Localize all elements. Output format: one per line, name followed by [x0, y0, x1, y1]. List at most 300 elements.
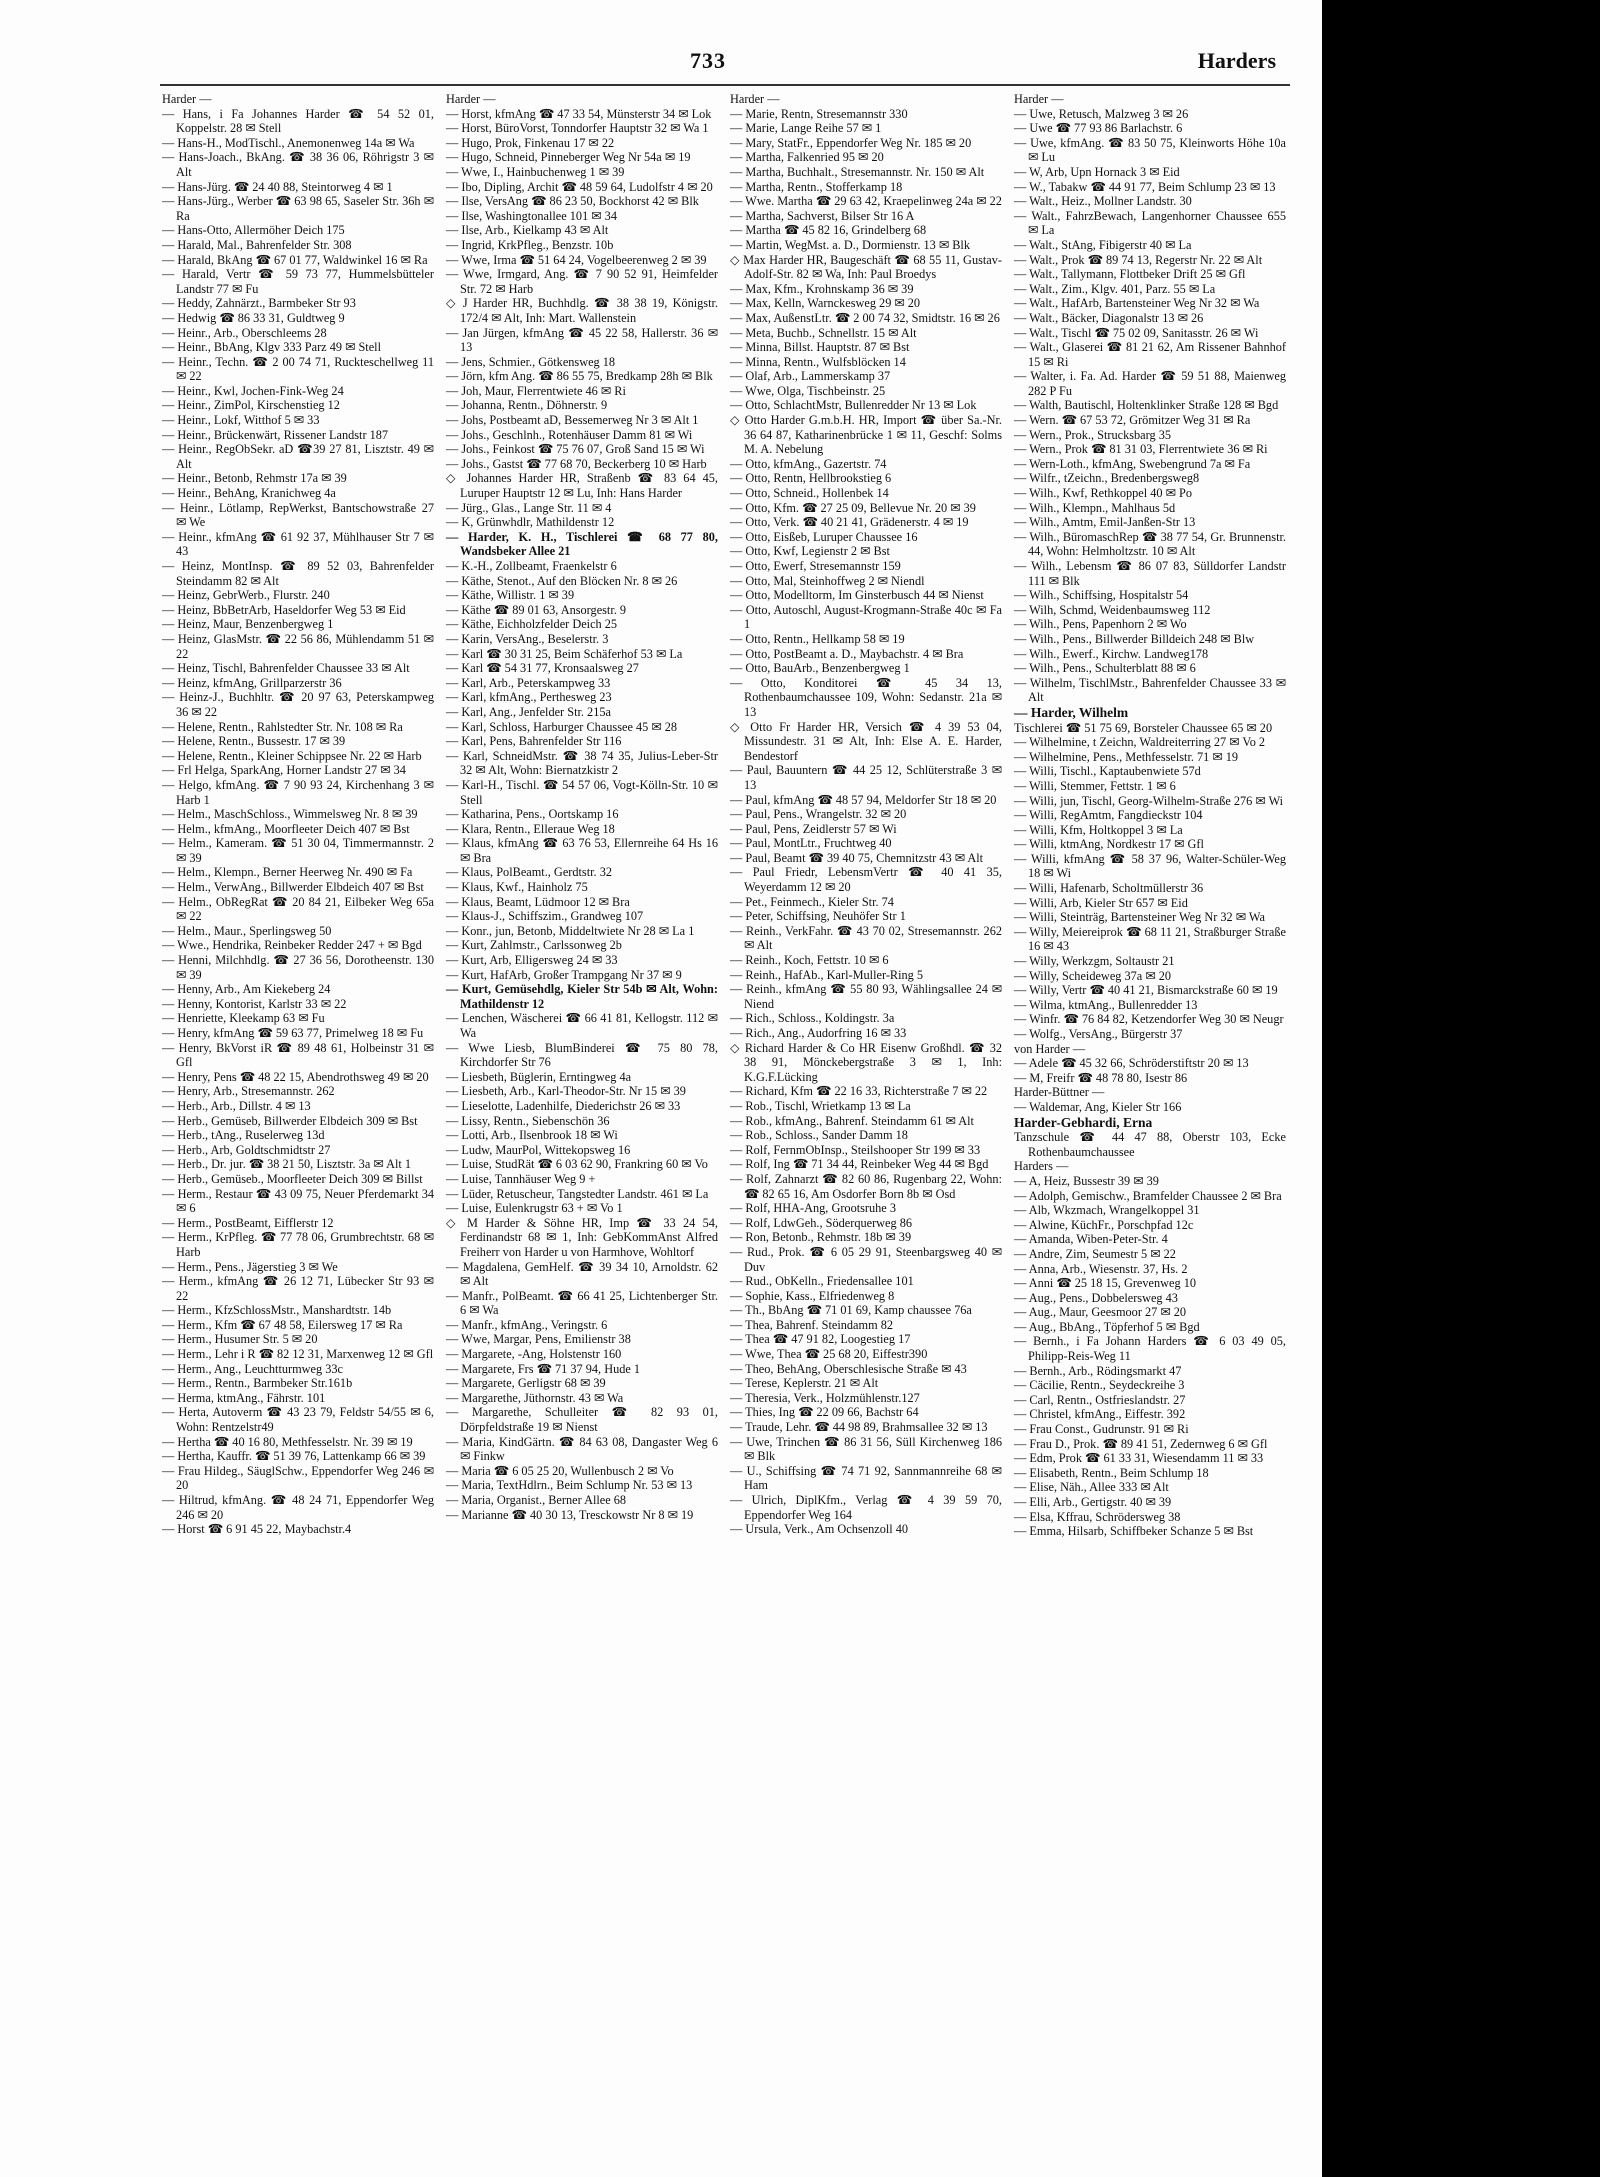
directory-entry: — Helm., VerwAng., Billwerder Elbdeich 407 ✉ Bst [162, 880, 424, 895]
directory-entry: — Karin, VersAng., Beselerstr. 3 [446, 631, 609, 646]
directory-entry: — Aug., Pens., Dobbelersweg 43 [1014, 1290, 1178, 1305]
directory-entry: — Richard, Kfm ☎ 22 16 33, Richterstraße 7 ✉ 22 [730, 1084, 988, 1099]
directory-entry: — Theresia, Verk., Holzmühlenstr.127 [730, 1390, 920, 1405]
directory-entry: — Walt., StAng, Fibigerstr 40 ✉ La [1014, 237, 1192, 252]
directory-entry: — Herm., Kfm ☎ 67 48 58, Eilersweg 17 ✉ Ra [162, 1317, 403, 1332]
directory-entry: — Heinz, MontInsp. ☎ 89 52 03, Bahrenfelder Steindamm 82 ✉ Alt [162, 559, 434, 588]
directory-entry: — Wilh., Kwf, Rethkoppel 40 ✉ Po [1014, 486, 1192, 501]
directory-entry: — Amanda, Wiben-Peter-Str. 4 [1014, 1232, 1168, 1247]
directory-entry: — Helm., MaschSchloss., Wimmelsweg Nr. 8 ✉ 39 [162, 807, 418, 822]
directory-entry: — Margarethe, Schulleiter ☎ 82 93 01, Dörpfeldstraße 19 ✉ Nienst [446, 1405, 718, 1435]
directory-entry: — Helm., Klempn., Berner Heerweg Nr. 490 ✉ Fa [162, 865, 413, 880]
directory-entry: — Henni, Milchhdlg. ☎ 27 36 56, Dorotheenstr. 130 ✉ 39 [162, 953, 434, 982]
directory-entry: — Heinr., Techn. ☎ 2 00 74 71, Ruckteschellweg 11 ✉ 22 [162, 354, 434, 384]
directory-entry: — Walt., HafArb, Bartensteiner Weg Nr 32 ✉ Wa [1014, 296, 1260, 311]
directory-entry: — Magdalena, GemHelf. ☎ 39 34 10, Arnoldstr. 62 ✉ Alt [446, 1259, 718, 1289]
directory-entry: — Wern., Prok ☎ 81 31 03, Flerrentwiete 36 ✉ Ri [1014, 442, 1268, 457]
directory-entry: — Katharina, Pens., Oortskamp 16 [446, 807, 619, 822]
directory-entry: — Reinh., HafAb., Karl-Muller-Ring 5 [730, 967, 924, 982]
directory-entry: — Wwe Liesb, BlumBinderei ☎ 75 80 78, Kirchdorfer Str 76 [446, 1040, 718, 1070]
directory-entry: — Wern., Prok., Strucksbarg 35 [1014, 427, 1172, 442]
directory-entry: — Paul, Pens, Zeidlerstr 57 ✉ Wi [730, 821, 897, 836]
directory-entry: — Helm., Kameram. ☎ 51 30 04, Timmermannstr. 2 ✉ 39 [162, 836, 434, 865]
directory-entry: — Karl, Schloss, Harburger Chaussee 45 ✉ 28 [446, 719, 678, 734]
directory-entry: — Andre, Zim, Seumestr 5 ✉ 22 [1014, 1246, 1176, 1261]
directory-entry: — Bernh., Arb., Rödingsmarkt 47 [1014, 1363, 1182, 1378]
directory-entry: — Walt., Glaserei ☎ 81 21 62, Am Rissener Bahnhof 15 ✉ Ri [1014, 340, 1286, 369]
directory-entry: — Wolfg., VersAng., Bürgerstr 37 [1014, 1027, 1183, 1041]
directory-entry: — Lieselotte, Ladenhilfe, Diederichstr 26 ✉ 33 [446, 1098, 681, 1113]
directory-entry: — Helgo, kfmAng. ☎ 7 90 93 24, Kirchenhang 3 ✉ Harb 1 [162, 777, 434, 807]
directory-entry: — Henny, Arb., Am Kiekeberg 24 [162, 982, 331, 997]
directory-entry: — Martin, WegMst. a. D., Dormienstr. 13 ✉ Blk [730, 237, 970, 252]
directory-entry: — Harder, K. H., Tischlerei ☎ 68 77 80, Wandsbeker Allee 21 [446, 529, 718, 559]
directory-entry: — Hertha ☎ 40 16 80, Methfesselstr. Nr. 39 ✉ 19 [162, 1434, 413, 1449]
directory-entry: — Adolph, Gemischw., Bramfelder Chaussee 2 ✉ Bra [1014, 1188, 1282, 1203]
directory-entry: — Kurt, Zahlmstr., Carlssonweg 2b [446, 938, 622, 953]
directory-entry: — K, Grünwhdlr, Mathildenstr 12 [446, 515, 615, 530]
directory-entry: — Frau Hildeg., SäuglSchw., Eppendorfer Weg 246 ✉ 20 [162, 1463, 434, 1493]
directory-entry: — Lotti, Arb., Ilsenbrook 18 ✉ Wi [446, 1128, 618, 1143]
directory-entry: — Martha, Rentn., Stofferkamp 18 [730, 179, 903, 194]
directory-entry: — Heinr., Lötlamp, RepWerkst, Bantschowstraße 27 ✉ We [162, 500, 434, 530]
directory-entry: — Herm., PostBeamt, Eifflerstr 12 [162, 1215, 334, 1230]
directory-entry: — Rolf, HHA-Ang, Grootsruhe 3 [730, 1201, 896, 1216]
page-header [160, 48, 1322, 78]
directory-entry: — Rob., kfmAng., Bahrenf. Steindamm 61 ✉ Alt [730, 1113, 974, 1128]
directory-entry: — Hugo, Prok, Finkenau 17 ✉ 22 [446, 135, 615, 150]
directory-entry: — Johs, Postbeamt aD, Bessemerweg Nr 3 ✉ Alt 1 [446, 413, 699, 428]
directory-entry: — Hans-Jürg. ☎ 24 40 88, Steintorweg 4 ✉ 1 [162, 179, 393, 194]
directory-entry: — Maria, KindGärtn. ☎ 84 63 08, Dangaster Weg 6 ✉ Finkw [446, 1434, 718, 1464]
directory-entry: — Marie, Rentn, Stresemannstr 330 [730, 106, 908, 121]
directory-entry: — Klara, Rentn., Elleraue Weg 18 [446, 821, 615, 836]
directory-entry: — Rolf, FernmObInsp., Steilshooper Str 199 ✉ 33 [730, 1142, 981, 1157]
directory-entry: — Max, AußenstLtr. ☎ 2 00 74 32, Smidtstr. 16 ✉ 26 [730, 310, 1000, 325]
directory-entry: — Reinh., Koch, Fettstr. 10 ✉ 6 [730, 953, 889, 968]
directory-entry: — Konr., jun, Betonb, Middeltwiete Nr 28 ✉ La 1 [446, 923, 695, 938]
directory-entry: — Otto, Modelltorm, Im Ginsterbusch 44 ✉ Nienst [730, 588, 984, 603]
directory-entry: — U., Schiffsing ☎ 74 71 92, Sannmannreihe 68 ✉ Ham [730, 1463, 1002, 1493]
directory-entry: — Heinr., Lokf, Witthof 5 ✉ 33 [162, 413, 320, 428]
directory-entry: — Margarete, Gerligstr 68 ✉ 39 [446, 1376, 606, 1391]
directory-entry: — Otto, Verk. ☎ 40 21 41, Grädenerstr. 4 ✉ 19 [730, 515, 969, 530]
directory-entry: — Theo, BehAng, Oberschlesische Straße ✉ 43 [730, 1361, 967, 1376]
directory-entry: — Walt., Heiz., Mollner Landstr. 30 [1014, 194, 1192, 209]
directory-entry: — Herb., Dr. jur. ☎ 38 21 50, Lisztstr. 3a ✉ Alt 1 [162, 1157, 411, 1172]
directory-entry: — Heinz, BbBetrArb, Haseldorfer Weg 53 ✉ Eid [162, 602, 406, 617]
directory-entry: — Thies, Ing ☎ 22 09 66, Bachstr 64 [730, 1405, 919, 1420]
directory-entry: — Wern. ☎ 67 53 72, Grömitzer Weg 31 ✉ Ra [1014, 413, 1251, 428]
directory-entry: — Paul, Pens., Wrangelstr. 32 ✉ 20 [730, 807, 907, 822]
directory-entry: — Helene, Rentn., Rahlstedter Str. Nr. 108 ✉ Ra [162, 719, 403, 734]
directory-entry: — Otto, PostBeamt a. D., Maybachstr. 4 ✉ Bra [730, 646, 964, 661]
directory-entry: — Käthe, Stenot., Auf den Blöcken Nr. 8 ✉ 26 [446, 573, 678, 588]
directory-entry: — Karl ☎ 30 31 25, Beim Schäferhof 53 ✉ La [446, 646, 683, 661]
directory-entry: — Otto, BauArb., Benzenbergweg 1 [730, 661, 910, 676]
directory-entry: — Jörn, kfm Ang. ☎ 86 55 75, Bredkamp 28h ✉ Blk [446, 369, 713, 384]
directory-entry: — Otto, Schneid., Hollenbek 14 [730, 486, 889, 501]
directory-entry: — Herm., Rentn., Barmbeker Str.161b [162, 1376, 353, 1391]
directory-entry: — Kurt, HafArb, Großer Trampgang Nr 37 ✉ 9 [446, 967, 682, 982]
directory-entry: — Elli, Arb., Gertigstr. 40 ✉ 39 [1014, 1495, 1172, 1509]
directory-entry: — Henriette, Kleekamp 63 ✉ Fu [162, 1011, 325, 1026]
directory-entry: — Walt., Tallymann, Flottbeker Drift 25 ✉ Gfl [1014, 267, 1246, 282]
directory-entry: — Willy, Scheideweg 37a ✉ 20 [1014, 968, 1172, 983]
directory-entry: — Herb., Arb., Dillstr. 4 ✉ 13 [162, 1098, 311, 1113]
directory-entry: — Walth, Bautischl, Holtenklinker Straße 128 ✉ Bgd [1014, 398, 1279, 413]
directory-entry: — Lüder, Retuscheur, Tangstedter Landstr. 461 ✉ La [446, 1186, 709, 1201]
directory-entry: — Walt., Zim., Klgv. 401, Parz. 55 ✉ La [1014, 281, 1216, 296]
directory-entry: — Sophie, Kass., Elfriedenweg 8 [730, 1288, 895, 1303]
directory-entry: — Wern-Loth., kfmAng, Swebengrund 7a ✉ Fa [1014, 456, 1251, 471]
directory-entry: — Helene, Rentn., Kleiner Schippsee Nr. 22 ✉ Harb [162, 748, 422, 763]
directory-entry: — Wilh., Pens., Billwerder Billdeich 248 ✉ Blw [1014, 631, 1255, 646]
directory-entry: — Wwe, Thea ☎ 25 68 20, Eiffestr390 [730, 1347, 928, 1362]
directory-entry: — Heinr., Arb., Oberschleems 28 [162, 325, 327, 340]
directory-entry: — Otto, kfmAng., Gazertstr. 74 [730, 456, 887, 471]
directory-entry: — Ron, Betonb., Rehmstr. 18b ✉ 39 [730, 1230, 912, 1245]
directory-entry: — Heinr., BbAng, Klgv 333 Parz 49 ✉ Stell [162, 340, 381, 355]
directory-entry: — Thea ☎ 47 91 82, Loogestieg 17 [730, 1332, 911, 1347]
directory-entry: — Uwe, Trinchen ☎ 86 31 56, Süll Kirchenweg 186 ✉ Blk [730, 1434, 1002, 1464]
directory-entry: — Olaf, Arb., Lammerskamp 37 [730, 369, 891, 384]
directory-entry: — Hans, i Fa Johannes Harder ☎ 54 52 01, Koppelstr. 28 ✉ Stell [162, 106, 434, 136]
directory-entry: ◇ Richard Harder & Co HR Eisenw Großhdl. ☎ 32 38 91, Mönckebergstraße 3 ✉ 1, Inh: K.G.F.Lücking [730, 1040, 1002, 1084]
directory-entry: — Anna, Arb., Wiesenstr. 37, Hs. 2 [1014, 1261, 1188, 1276]
directory-entry: — Herm., KfzSchlossMstr., Manshardtstr. 14b [162, 1303, 392, 1318]
directory-entry: — Joh, Maur, Flerrentwiete 46 ✉ Ri [446, 383, 626, 398]
directory-entry: Tanzschule ☎ 44 47 88, Oberstr 103, Ecke Rothenbaumchaussee [1014, 1130, 1286, 1159]
directory-entry: — Margarethe, Jüthornstr. 43 ✉ Wa [446, 1390, 624, 1405]
directory-entry: — Ulrich, DiplKfm., Verlag ☎ 4 39 59 70, Eppendorfer Weg 164 [730, 1493, 1002, 1522]
directory-entry: — Wilfr., tZeichn., Bredenbergsweg8 [1014, 471, 1200, 486]
directory-entry: ◇ Max Harder HR, Baugeschäft ☎ 68 55 11, Gustav-Adolf-Str. 82 ✉ Wa, Inh: Paul Broedys [730, 252, 1002, 282]
directory-entry: — Ingrid, KrkPfleg., Benzstr. 10b [446, 237, 614, 252]
directory-entry: — Mary, StatFr., Eppendorfer Weg Nr. 185 ✉ 20 [730, 135, 972, 150]
directory-entry: — Hedwig ☎ 86 33 31, Guldtweg 9 [162, 310, 345, 325]
directory-entry: — Uwe, Retusch, Malzweg 3 ✉ 26 [1014, 106, 1189, 121]
directory-entry: — Walt., FahrzBewach, Langenhorner Chaussee 655 ✉ La [1014, 208, 1286, 238]
directory-heading: — Harder, Wilhelm [1014, 704, 1129, 720]
directory-entry: — Wilh., Schiffsing, Hospitalstr 54 [1014, 588, 1189, 603]
directory-entry: — A, Heiz, Bussestr 39 ✉ 39 [1014, 1173, 1159, 1188]
directory-entry: — Wilh., Pens., Schulterblatt 88 ✉ 6 [1014, 661, 1196, 676]
directory-entry: — Jens, Schmier., Götkensweg 18 [446, 354, 616, 369]
directory-entry: — Otto, Kwf, Legienstr 2 ✉ Bst [730, 544, 890, 559]
directory-entry: — Max, Kelln, Warnckesweg 29 ✉ 20 [730, 296, 921, 311]
directory-entry: — Wilh., Lebensm ☎ 86 07 83, Sülldorfer Landstr 111 ✉ Blk [1014, 559, 1286, 588]
directory-entry: — Lissy, Rentn., Siebenschön 36 [446, 1113, 610, 1128]
directory-entry: — Frau Const., Gudrunstr. 91 ✉ Ri [1014, 1422, 1189, 1437]
scan-background [1322, 0, 1600, 2177]
directory-entry: — Heinz, Maur, Benzenbergweg 1 [162, 617, 334, 632]
directory-entry: — Karl, SchneidMstr. ☎ 38 74 35, Julius-Leber-Str 32 ✉ Alt, Wohn: Biernatzkistr 2 [446, 748, 718, 778]
directory-entry: — Wilh., Pens, Papenhorn 2 ✉ Wo [1014, 617, 1187, 632]
directory-entry: — Alb, Wkzmach, Wrangelkoppel 31 [1014, 1203, 1200, 1218]
directory-entry: — K.-H., Zollbeamt, Fraenkelstr 6 [446, 559, 617, 573]
directory-entry: — Karl, Ang., Jenfelder Str. 215a [446, 704, 611, 719]
directory-entry: — Ursula, Verk., Am Ochsenzoll 40 [730, 1522, 909, 1537]
directory-column-3 [730, 92, 1002, 1537]
directory-entry: — Helm., kfmAng., Moorfleeter Deich 407 ✉ Bst [162, 821, 410, 836]
directory-entry: — Herb., Gemüseb, Billwerder Elbdeich 309 ✉ Bst [162, 1113, 418, 1128]
directory-entry: — Wwe. Martha ☎ 29 63 42, Kraepelinweg 24a ✉ 22 [730, 194, 1002, 209]
directory-entry: ◇ Otto Harder G.m.b.H. HR, Import ☎ über Sa.-Nr. 36 64 87, Katharinenbrücke 1 ✉ 11, Geschf: Solms M. A. Nebelung [730, 413, 1002, 457]
directory-entry: — Otto, Mal, Steinhoffweg 2 ✉ Niendl [730, 573, 925, 588]
directory-entry: — Karl, Arb., Peterskampweg 33 [446, 675, 611, 690]
directory-entry: — Hugo, Schneid, Pinneberger Weg Nr 54a ✉ 19 [446, 150, 691, 165]
directory-entry: — Jürg., Glas., Lange Str. 11 ✉ 4 [446, 500, 612, 515]
directory-heading: von Harder — [1014, 1041, 1086, 1056]
directory-entry: — M, Freifr ☎ 48 78 80, Isestr 86 [1014, 1070, 1188, 1085]
directory-entry: — Luise, Eulenkrugstr 63 + ✉ Vo 1 [446, 1201, 623, 1216]
directory-entry: — Wwe, Margar, Pens, Emilienstr 38 [446, 1332, 631, 1347]
directory-entry: — Hans-Joach., BkAng. ☎ 38 36 06, Röhrigstr 3 ✉ Alt [162, 150, 434, 179]
directory-entry: — Wilh., Amtm, Emil-Janßen-Str 13 [1014, 515, 1196, 530]
directory-entry: — Otto, Rentn., Hellkamp 58 ✉ 19 [730, 631, 905, 646]
directory-entry: — Martha ☎ 45 82 16, Grindelberg 68 [730, 223, 927, 238]
directory-entry: — Max, Kfm., Krohnskamp 36 ✉ 39 [730, 281, 914, 296]
directory-entry: — Reinh., kfmAng ☎ 55 80 93, Wählingsallee 24 ✉ Niend [730, 982, 1002, 1011]
directory-entry: — Heinr., BehAng, Kranichweg 4a [162, 486, 336, 501]
directory-entry: — Liesbeth, Büglerin, Erntingweg 4a [446, 1069, 632, 1084]
directory-entry: — Karl, kfmAng., Perthesweg 23 [446, 690, 612, 705]
directory-entry: — Margarete, -Ang, Holstenstr 160 [446, 1347, 622, 1362]
directory-entry: — Karl-H., Tischl. ☎ 54 57 06, Vogt-Kölln-Str. 10 ✉ Stell [446, 777, 718, 807]
directory-entry: — Wwe., Hendrika, Reinbeker Redder 247 + ✉ Bgd [162, 938, 422, 953]
directory-entry: — Kurt, Gemüsehdlg, Kieler Str 54b ✉ Alt, Wohn: Mathildenstr 12 [446, 982, 718, 1011]
directory-entry: — Horst ☎ 6 91 45 22, Maybachstr.4 [162, 1522, 352, 1537]
directory-entry: — Willy, Meiereiprok ☎ 68 11 21, Straßburger Straße 16 ✉ 43 [1014, 924, 1286, 954]
directory-entry: — Wwe, Irmgard, Ang. ☎ 7 90 52 91, Heimfelder Str. 72 ✉ Harb [446, 267, 718, 296]
directory-entry: — Traude, Lehr. ☎ 44 98 89, Brahmsallee 32 ✉ 13 [730, 1420, 988, 1435]
directory-entry: — Ilse, VersAng ☎ 86 23 50, Bockhorst 42 ✉ Blk [446, 194, 699, 209]
directory-entry: — Jan Jürgen, kfmAng ☎ 45 22 58, Hallerstr. 36 ✉ 13 [446, 325, 718, 355]
directory-entry: — Elise, Näh., Allee 333 ✉ Alt [1014, 1480, 1169, 1495]
directory-entry: — Willi, Kfm, Holtkoppel 3 ✉ La [1014, 822, 1183, 837]
directory-entry: — Frl Helga, SparkAng, Horner Landstr 27 ✉ 34 [162, 763, 406, 778]
directory-entry: — Carl, Rentn., Ostfrieslandstr. 27 [1014, 1392, 1186, 1407]
directory-entry: — Bernh., i Fa Johann Harders ☎ 6 03 49 05, Philipp-Reis-Weg 11 [1014, 1334, 1286, 1364]
directory-heading: Harder — [446, 92, 496, 106]
directory-entry: — Ludw, MaurPol, Wittekopsweg 16 [446, 1142, 631, 1157]
directory-entry: — Willy, Werkzgm, Soltaustr 21 [1014, 954, 1175, 969]
directory-entry: — Reinh., VerkFahr. ☎ 43 70 02, Stresemannstr. 262 ✉ Alt [730, 923, 1002, 953]
directory-entry: — Wilhelmine, Pens., Methfesselstr. 71 ✉ 19 [1014, 749, 1239, 764]
directory-entry: ◇ Johannes Harder HR, Straßenb ☎ 83 64 45, Luruper Hauptstr 12 ✉ Lu, Inh: Hans Harder [446, 471, 718, 501]
directory-entry: — Walter, i. Fa. Ad. Harder ☎ 59 51 88, Maienweg 282 P Fu [1014, 369, 1286, 398]
directory-entry: — Wilh., Ewerf., Kirchw. Landweg178 [1014, 646, 1209, 661]
directory-entry: — Aug., Maur, Geesmoor 27 ✉ 20 [1014, 1305, 1187, 1320]
directory-entry: — Willi, jun, Tischl, Georg-Wilhelm-Straße 276 ✉ Wi [1014, 793, 1284, 808]
directory-entry: — Christel, kfmAng., Eiffestr. 392 [1014, 1407, 1186, 1422]
directory-entry: — Otto, SchlachtMstr, Bullenredder Nr 13 ✉ Lok [730, 398, 977, 413]
directory-entry: — Terese, Keplerstr. 21 ✉ Alt [730, 1376, 879, 1391]
page-number: 733 [690, 48, 726, 73]
directory-entry: Tischlerei ☎ 51 75 69, Borsteler Chaussee 65 ✉ 20 [1014, 720, 1273, 735]
directory-entry: — Hertha, Kauffr. ☎ 51 39 76, Lattenkamp 66 ✉ 39 [162, 1449, 426, 1464]
directory-entry: — Otto, Autoschl, August-Krogmann-Straße 40c ✉ Fa 1 [730, 602, 1002, 632]
directory-entry: — Heinz, Tischl, Bahrenfelder Chaussee 33 ✉ Alt [162, 661, 410, 676]
directory-entry: — Herm., kfmAng ☎ 26 12 71, Lübecker Str 93 ✉ 22 [162, 1274, 434, 1303]
directory-entry: — Herm., KrPfleg. ☎ 77 78 06, Grumbrechtstr. 68 ✉ Harb [162, 1230, 434, 1259]
directory-entry: — Minna, Rentn., Wulfsblöcken 14 [730, 354, 906, 369]
directory-entry: — Herta, Autoverm ☎ 43 23 79, Feldstr 54/55 ✉ 6, Wohn: Rentzelstr49 [162, 1405, 434, 1435]
directory-entry: — Harald, BkAng ☎ 67 01 77, Waldwinkel 16 ✉ Ra [162, 252, 428, 267]
directory-entry: — Johanna, Rentn., Döhnerstr. 9 [446, 398, 608, 413]
directory-entry: — Herm., Restaur ☎ 43 09 75, Neuer Pferdemarkt 34 ✉ 6 [162, 1186, 434, 1216]
directory-entry: — Paul Friedr, LebensmVertr ☎ 40 41 35, Weyerdamm 12 ✉ 20 [730, 865, 1002, 895]
directory-entry: — Wilma, ktmAng., Bullenredder 13 [1014, 997, 1198, 1012]
directory-heading: Harders — [1014, 1159, 1069, 1174]
directory-entry: — Henry, Pens ☎ 48 22 15, Abendrothsweg 49 ✉ 20 [162, 1069, 429, 1084]
directory-entry: — Minna, Billst. Hauptstr. 87 ✉ Bst [730, 340, 910, 355]
directory-heading: Harder — [730, 92, 780, 106]
directory-entry: — Henry, kfmAng ☎ 59 63 77, Primelweg 18 ✉ Fu [162, 1026, 424, 1040]
directory-entry: — Heinz-J., Buchhltr. ☎ 20 97 63, Peterskampweg 36 ✉ 22 [162, 690, 434, 719]
directory-entry: — Wilhelm, TischlMstr., Bahrenfelder Chaussee 33 ✉ Alt [1014, 675, 1286, 705]
directory-entry: — Herm., Ang., Leuchtturmweg 33c [162, 1361, 343, 1376]
directory-entry: — Harald, Mal., Bahrenfelder Str. 308 [162, 237, 352, 252]
directory-entry: — Klaus, kfmAng ☎ 63 76 53, Ellernreihe 64 Hs 16 ✉ Bra [446, 836, 718, 865]
directory-column-4 [1014, 92, 1286, 1539]
directory-entry: — Henry, Arb., Stresemannstr. 262 [162, 1084, 335, 1099]
directory-entry: — Paul, Bauuntern ☎ 44 25 12, Schlüterstraße 3 ✉ 13 [730, 763, 1002, 792]
directory-entry: — Herb., Gemüseb., Moorfleeter Deich 309 ✉ Billst [162, 1171, 423, 1186]
directory-entry: — Waldemar, Ang, Kieler Str 166 [1014, 1099, 1182, 1114]
directory-entry: — Rich., Ang., Audorfring 16 ✉ 33 [730, 1026, 907, 1040]
directory-entry: — Aug., BbAng., Töpferhof 5 ✉ Bgd [1014, 1319, 1200, 1334]
directory-entry: — Meta, Buchb., Schnellstr. 15 ✉ Alt [730, 325, 917, 340]
directory-entry: — Willy, Vertr ☎ 40 41 21, Bismarckstraße 60 ✉ 19 [1014, 983, 1278, 998]
directory-entry: ◇ M Harder & Söhne HR, Imp ☎ 33 24 54, Ferdinandstr 68 ✉ 1, Inh: GebKommAnst Alfred Freiherr von Harder u von Harmhove, Wohltorf [446, 1215, 718, 1259]
directory-entry: — Heinr., RegObSekr. aD ☎39 27 81, Lisztstr. 49 ✉ Alt [162, 442, 434, 471]
directory-entry: — Klaus, Beamt, Lüdmoor 12 ✉ Bra [446, 894, 630, 909]
directory-entry: — Karl ☎ 54 31 77, Kronsaalsweg 27 [446, 661, 639, 676]
directory-entry: — Hans-Jürg., Werber ☎ 63 98 65, Saseler Str. 36h ✉ Ra [162, 194, 434, 223]
directory-entry: — Harald, Vertr ☎ 59 73 77, Hummelsbütteler Landstr 77 ✉ Fu [162, 267, 434, 296]
directory-entry: — Alwine, KüchFr., Porschpfad 12c [1014, 1217, 1194, 1232]
directory-entry: — Th., BbAng ☎ 71 01 69, Kamp chaussee 76a [730, 1303, 972, 1318]
directory-entry: — Rolf, Zahnarzt ☎ 82 60 86, Rugenbarg 22, Wohn: ☎ 82 65 16, Am Osdorfer Born 8b ✉ Osd [730, 1171, 1002, 1201]
directory-entry: — Heinr., ZimPol, Kirschenstieg 12 [162, 398, 340, 413]
directory-entry: — Ilse, Washingtonallee 101 ✉ 34 [446, 208, 617, 223]
directory-entry: — Rolf, Ing ☎ 71 34 44, Reinbeker Weg 44 ✉ Bgd [730, 1157, 989, 1172]
directory-entry: — Rob., Tischl, Wrietkamp 13 ✉ La [730, 1098, 911, 1113]
directory-entry: — Cäcilie, Rentn., Seydeckreihe 3 [1014, 1378, 1185, 1393]
directory-entry: — Rich., Schloss., Koldingstr. 3a [730, 1011, 895, 1026]
directory-entry: — Manfr., kfmAng., Veringstr. 6 [446, 1317, 608, 1332]
directory-entry: — Uwe ☎ 77 93 86 Barlachstr. 6 [1014, 121, 1183, 136]
directory-column-1 [162, 92, 434, 1537]
directory-entry: — Herm., Husumer Str. 5 ✉ 20 [162, 1332, 318, 1347]
directory-entry: — Maria, TextHdlrn., Beim Schlump Nr. 53 ✉ 13 [446, 1478, 693, 1493]
directory-entry: — Horst, BüroVorst, Tonndorfer Hauptstr 32 ✉ Wa 1 [446, 121, 709, 136]
directory-entry: — Martha, Sachverst, Bilser Str 16 A [730, 208, 915, 223]
directory-entry: — Rud., Prok. ☎ 6 05 29 91, Steenbargsweg 40 ✉ Duv [730, 1244, 1002, 1274]
directory-entry: — Johs., Gastst ☎ 77 68 70, Beckerberg 10 ✉ Harb [446, 456, 707, 471]
directory-entry: — Peter, Schiffsing, Neuhöfer Str 1 [730, 909, 906, 924]
directory-heading: Harder-Gebhardi, Erna [1014, 1114, 1153, 1130]
directory-entry: — Herb., tAng., Ruselerweg 13d [162, 1128, 325, 1143]
directory-entry: — Helm., ObRegRat ☎ 20 84 21, Eilbeker Weg 65a ✉ 22 [162, 894, 434, 924]
directory-heading: Harder-Büttner — [1014, 1085, 1105, 1100]
directory-entry: — Maria ☎ 6 05 25 20, Wullenbusch 2 ✉ Vo [446, 1463, 674, 1478]
directory-entry: — Wilh, Schmd, Weidenbaumsweg 112 [1014, 602, 1211, 617]
directory-entry: — Wilh., Klempn., Mahlhaus 5d [1014, 500, 1176, 515]
directory-entry: — Margarete, Frs ☎ 71 37 94, Hude 1 [446, 1361, 641, 1376]
directory-entry: — Uwe, kfmAng. ☎ 83 50 75, Kleinworts Höhe 10a ✉ Lu [1014, 135, 1286, 165]
directory-heading: Harder — [162, 92, 212, 106]
directory-entry: — Wilh., BüromaschRep ☎ 38 77 54, Gr. Brunnenstr. 44, Wohn: Helmholtzstr. 10 ✉ Alt [1014, 529, 1286, 559]
directory-entry: — Winfr. ☎ 76 84 82, Ketzendorfer Weg 30 ✉ Neugr [1014, 1012, 1284, 1027]
directory-entry: — Hiltrud, kfmAng. ☎ 48 24 71, Eppendorfer Weg 246 ✉ 20 [162, 1493, 434, 1522]
directory-column-2 [446, 92, 718, 1522]
directory-entry: — Heinr., kfmAng ☎ 61 92 37, Mühlhauser Str 7 ✉ 43 [162, 529, 434, 559]
directory-entry: — Emma, Hilsarb, Schiffbeker Schanze 5 ✉ Bst [1014, 1524, 1254, 1539]
directory-entry: — Elsa, Kffrau, Schrödersweg 38 [1014, 1509, 1181, 1524]
directory-entry: — Horst, kfmAng ☎ 47 33 54, Münsterstr 34 ✉ Lok [446, 106, 712, 121]
directory-entry: — Wwe, Irma ☎ 51 64 24, Vogelbeerenweg 2 ✉ 39 [446, 252, 707, 267]
directory-entry: — Karl, Pens, Bahrenfelder Str 116 [446, 734, 622, 749]
directory-entry: — Willi, ktmAng, Nordkestr 17 ✉ Gfl [1014, 837, 1204, 852]
directory-entry: — Kurt, Arb, Elligersweg 24 ✉ 33 [446, 953, 618, 968]
directory-entry: — Willi, Hafenarb, Scholtmüllerstr 36 [1014, 881, 1204, 896]
directory-entry: — Paul, kfmAng ☎ 48 57 94, Meldorfer Str 18 ✉ 20 [730, 792, 997, 807]
directory-entry: — Paul, MontLtr., Fruchtweg 40 [730, 836, 892, 851]
directory-entry: — Wwe, Olga, Tischbeinstr. 25 [730, 383, 886, 398]
directory-heading: Harder — [1014, 92, 1064, 106]
directory-entry: — Käthe, Eichholzfelder Deich 25 [446, 617, 618, 632]
directory-entry: — Heinz, kfmAng, Grillparzerstr 36 [162, 675, 342, 690]
directory-entry: — Rob., Schloss., Sander Damm 18 [730, 1128, 908, 1143]
directory-entry: — Otto, Ewerf, Stresemannstr 159 [730, 559, 901, 573]
directory-entry: — Henny, Kontorist, Karlstr 33 ✉ 22 [162, 996, 347, 1011]
directory-entry: — Paul, Beamt ☎ 39 40 75, Chemnitzstr 43 ✉ Alt [730, 850, 984, 865]
directory-entry: — Hans-H., ModTischl., Anemonenweg 14a ✉ Wa [162, 135, 415, 150]
directory-entry: — Willi, Stemmer, Fettstr. 1 ✉ 6 [1014, 778, 1176, 793]
directory-entry: — Heinz, GebrWerb., Flurstr. 240 [162, 588, 330, 603]
directory-entry: — Herm., Pens., Jägerstieg 3 ✉ We [162, 1259, 338, 1274]
directory-entry: — Käthe, Willistr. 1 ✉ 39 [446, 588, 575, 603]
directory-entry: — Ilse, Arb., Kielkamp 43 ✉ Alt [446, 223, 609, 238]
directory-entry: — Luise, Tannhäuser Weg 9 + [446, 1171, 596, 1186]
running-head: Harders [1197, 48, 1276, 73]
directory-entry: — Edm, Prok ☎ 61 33 31, Wiesendamm 11 ✉ 33 [1014, 1451, 1264, 1466]
directory-entry: — Rud., ObKelln., Friedensallee 101 [730, 1274, 914, 1289]
directory-entry: — Walt., Prok ☎ 89 74 13, Regerstr Nr. 22 ✉ Alt [1014, 252, 1263, 267]
directory-entry: — Walt., Tischl ☎ 75 02 09, Sanitasstr. 26 ✉ Wi [1014, 325, 1259, 340]
directory-entry: — Willi, RegAmtm, Fangdieckstr 104 [1014, 808, 1203, 823]
directory-entry: — Maria, Organist., Berner Allee 68 [446, 1493, 627, 1507]
directory-entry: — Klaus, Kwf., Hainholz 75 [446, 880, 588, 895]
directory-entry: — Marie, Lange Reihe 57 ✉ 1 [730, 121, 882, 136]
directory-entry: — Lenchen, Wäscherei ☎ 66 41 81, Kellogstr. 112 ✉ Wa [446, 1011, 718, 1040]
directory-entry: — Käthe ☎ 89 01 63, Ansorgestr. 9 [446, 602, 627, 617]
directory-entry: — Heinr., Brückenwärt, Rissener Landstr 187 [162, 427, 389, 442]
directory-entry: — Otto, Eisßeb, Luruper Chaussee 16 [730, 529, 918, 544]
directory-entry: — Luise, StudRät ☎ 6 03 62 90, Frankring 60 ✉ Vo [446, 1157, 708, 1172]
directory-entry: — Frau D., Prok. ☎ 89 41 51, Zedernweg 6 ✉ Gfl [1014, 1436, 1268, 1451]
directory-entry: — Otto, Konditorei ☎ 45 34 13, Rothenbaumchaussee 109, Wohn: Sedanstr. 21a ✉ 13 [730, 675, 1002, 719]
directory-entry: — Liesbeth, Arb., Karl-Theodor-Str. Nr 15 ✉ 39 [446, 1084, 686, 1099]
directory-entry: — Willi, Tischl., Kaptaubenwiete 57d [1014, 764, 1201, 779]
directory-entry: — Walt., Bäcker, Diagonalstr 13 ✉ 26 [1014, 310, 1204, 325]
directory-entry: — Klaus, PolBeamt., Gerdtstr. 32 [446, 865, 612, 880]
directory-entry: — Willi, kfmAng ☎ 58 37 96, Walter-Schüler-Weg 18 ✉ Wi [1014, 851, 1286, 881]
directory-entry: — Wilhelmine, t Zeichn, Waldreiterring 27 ✉ Vo 2 [1014, 735, 1266, 750]
